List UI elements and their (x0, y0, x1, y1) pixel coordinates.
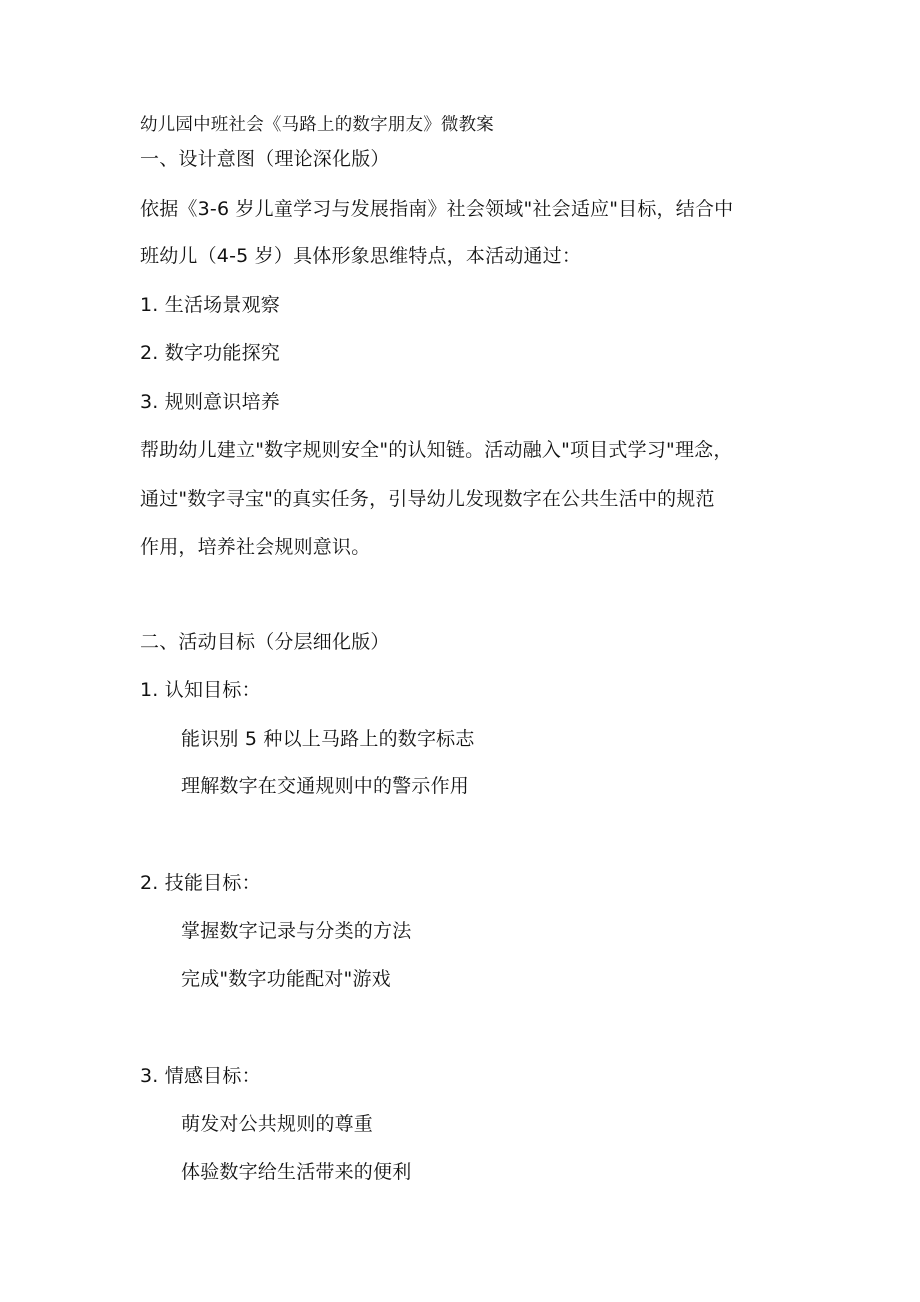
section1-item-3: 3. 规则意识培养 (140, 391, 280, 413)
goal-point: 体验数字给生活带来的便利 (181, 1161, 412, 1183)
goal-label-emotional: 3. 情感目标： (140, 1065, 261, 1087)
goal-point: 掌握数字记录与分类的方法 (181, 920, 412, 942)
section2-heading: 二、活动目标（分层细化版） (140, 631, 390, 653)
goal-point: 理解数字在交通规则中的警示作用 (181, 775, 470, 797)
section1-intro-line1: 依据《3-6 岁儿童学习与发展指南》社会领域"社会适应"目标，结合中 (140, 198, 734, 220)
goal-point: 能识别 5 种以上马路上的数字标志 (181, 728, 475, 750)
goal-label-cognitive: 1. 认知目标： (140, 679, 261, 701)
section1-item-1: 1. 生活场景观察 (140, 294, 280, 316)
section1-summary-line3: 作用，培养社会规则意识。 (140, 536, 371, 558)
section1-heading: 一、设计意图（理论深化版） (140, 148, 390, 170)
section1-item-2: 2. 数字功能探究 (140, 342, 280, 364)
section1-summary-line2: 通过"数字寻宝"的真实任务，引导幼儿发现数字在公共生活中的规范 (140, 488, 715, 510)
document-title: 幼儿园中班社会《马路上的数字朋友》微教案 (140, 115, 494, 135)
goal-point: 萌发对公共规则的尊重 (181, 1113, 374, 1135)
section1-summary-line1: 帮助幼儿建立"数字规则安全"的认知链。活动融入"项目式学习"理念， (140, 439, 733, 461)
goal-point: 完成"数字功能配对"游戏 (181, 968, 391, 990)
section1-intro-line2: 班幼儿（4-5 岁）具体形象思维特点，本活动通过： (140, 245, 582, 267)
goal-label-skill: 2. 技能目标： (140, 872, 261, 894)
